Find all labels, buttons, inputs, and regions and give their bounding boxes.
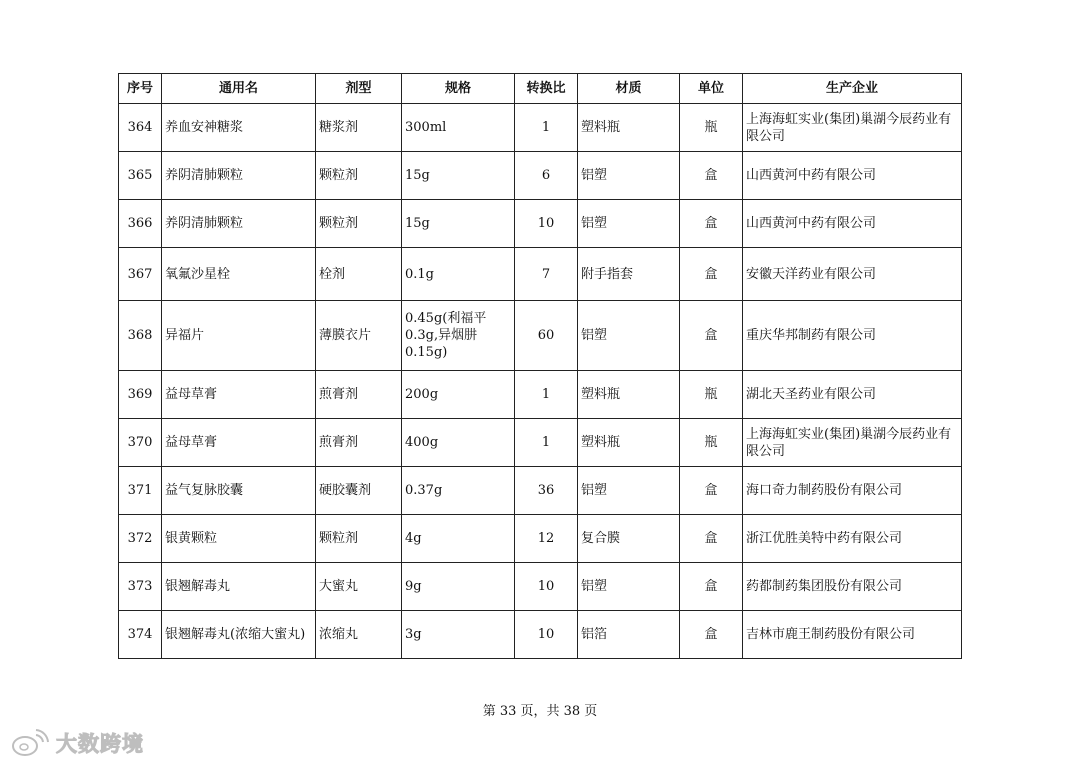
- cell-unit: 盒: [680, 563, 743, 611]
- cell-material: 塑料瓶: [578, 371, 680, 419]
- cell-specification: 15g: [402, 200, 515, 248]
- cell-conversion-ratio: 10: [515, 611, 578, 659]
- cell-manufacturer: 吉林市鹿王制药股份有限公司: [743, 611, 962, 659]
- cell-index: 365: [119, 152, 162, 200]
- cell-generic-name: 益母草膏: [162, 419, 316, 467]
- cell-index: 369: [119, 371, 162, 419]
- watermark-text: 大数跨境: [56, 732, 144, 756]
- cell-material: 铝塑: [578, 152, 680, 200]
- cell-material: 塑料瓶: [578, 104, 680, 152]
- cell-manufacturer: 浙江优胜美特中药有限公司: [743, 515, 962, 563]
- cell-unit: 盒: [680, 467, 743, 515]
- cell-dosage-form: 颗粒剂: [316, 152, 402, 200]
- header-material: 材质: [578, 74, 680, 104]
- cell-manufacturer: 药都制药集团股份有限公司: [743, 563, 962, 611]
- cell-generic-name: 养血安神糖浆: [162, 104, 316, 152]
- table-row: [119, 419, 962, 467]
- cell-generic-name: 益母草膏: [162, 371, 316, 419]
- cell-dosage-form: 颗粒剂: [316, 200, 402, 248]
- cell-manufacturer: 安徽天洋药业有限公司: [743, 248, 962, 301]
- cell-specification: 0.1g: [402, 248, 515, 301]
- cell-specification: 4g: [402, 515, 515, 563]
- header-specification: 规格: [402, 74, 515, 104]
- cell-specification: 0.37g: [402, 467, 515, 515]
- table-header-row: [119, 74, 962, 104]
- cell-conversion-ratio: 60: [515, 301, 578, 371]
- cell-conversion-ratio: 36: [515, 467, 578, 515]
- cell-index: 372: [119, 515, 162, 563]
- cell-conversion-ratio: 6: [515, 152, 578, 200]
- cell-unit: 瓶: [680, 104, 743, 152]
- drug-table: [118, 73, 962, 659]
- cell-unit: 瓶: [680, 419, 743, 467]
- cell-dosage-form: 硬胶囊剂: [316, 467, 402, 515]
- cell-specification: 0.45g(利福平0.3g,异烟肼0.15g): [402, 301, 515, 371]
- cell-specification: 15g: [402, 152, 515, 200]
- table-row: [119, 515, 962, 563]
- cell-generic-name: 氧氟沙星栓: [162, 248, 316, 301]
- cell-dosage-form: 大蜜丸: [316, 563, 402, 611]
- cell-index: 368: [119, 301, 162, 371]
- cell-material: 铝塑: [578, 563, 680, 611]
- cell-unit: 瓶: [680, 371, 743, 419]
- cell-material: 铝塑: [578, 200, 680, 248]
- cell-conversion-ratio: 1: [515, 371, 578, 419]
- cell-manufacturer: 上海海虹实业(集团)巢湖今辰药业有限公司: [743, 419, 962, 467]
- cell-specification: 9g: [402, 563, 515, 611]
- cell-conversion-ratio: 1: [515, 419, 578, 467]
- cell-unit: 盒: [680, 301, 743, 371]
- cell-material: 铝箔: [578, 611, 680, 659]
- table-body: [119, 104, 962, 659]
- table-row: [119, 301, 962, 371]
- cell-manufacturer: 上海海虹实业(集团)巢湖今辰药业有限公司: [743, 104, 962, 152]
- cell-conversion-ratio: 10: [515, 563, 578, 611]
- cell-manufacturer: 重庆华邦制药有限公司: [743, 301, 962, 371]
- cell-manufacturer: 海口奇力制药股份有限公司: [743, 467, 962, 515]
- cell-index: 371: [119, 467, 162, 515]
- cell-dosage-form: 糖浆剂: [316, 104, 402, 152]
- cell-index: 366: [119, 200, 162, 248]
- cell-generic-name: 养阴清肺颗粒: [162, 152, 316, 200]
- cell-material: 塑料瓶: [578, 419, 680, 467]
- header-dosage-form: 剂型: [316, 74, 402, 104]
- cell-conversion-ratio: 12: [515, 515, 578, 563]
- cell-specification: 300ml: [402, 104, 515, 152]
- header-index: 序号: [119, 74, 162, 104]
- cell-generic-name: 银黄颗粒: [162, 515, 316, 563]
- cell-index: 370: [119, 419, 162, 467]
- cell-generic-name: 异福片: [162, 301, 316, 371]
- table-row: [119, 467, 962, 515]
- cell-unit: 盒: [680, 152, 743, 200]
- cell-index: 364: [119, 104, 162, 152]
- table-row: [119, 248, 962, 301]
- page-number: 第 33 页，共 38 页: [482, 704, 598, 719]
- table-row: [119, 563, 962, 611]
- cell-manufacturer: 山西黄河中药有限公司: [743, 200, 962, 248]
- header-unit: 单位: [680, 74, 743, 104]
- cell-material: 铝塑: [578, 467, 680, 515]
- weibo-logo-icon: [10, 729, 50, 757]
- cell-conversion-ratio: 1: [515, 104, 578, 152]
- table-row: [119, 611, 962, 659]
- cell-manufacturer: 湖北天圣药业有限公司: [743, 371, 962, 419]
- header-generic-name: 通用名: [162, 74, 316, 104]
- cell-material: 附手指套: [578, 248, 680, 301]
- cell-conversion-ratio: 10: [515, 200, 578, 248]
- table-row: [119, 152, 962, 200]
- cell-dosage-form: 煎膏剂: [316, 419, 402, 467]
- cell-generic-name: 银翘解毒丸(浓缩大蜜丸): [162, 611, 316, 659]
- cell-unit: 盒: [680, 200, 743, 248]
- cell-generic-name: 银翘解毒丸: [162, 563, 316, 611]
- cell-manufacturer: 山西黄河中药有限公司: [743, 152, 962, 200]
- cell-material: 复合膜: [578, 515, 680, 563]
- cell-dosage-form: 颗粒剂: [316, 515, 402, 563]
- cell-unit: 盒: [680, 611, 743, 659]
- header-conversion-ratio: 转换比: [515, 74, 578, 104]
- cell-index: 373: [119, 563, 162, 611]
- cell-unit: 盒: [680, 515, 743, 563]
- cell-specification: 3g: [402, 611, 515, 659]
- cell-generic-name: 益气复脉胶囊: [162, 467, 316, 515]
- table-row: [119, 371, 962, 419]
- cell-index: 374: [119, 611, 162, 659]
- cell-conversion-ratio: 7: [515, 248, 578, 301]
- cell-dosage-form: 浓缩丸: [316, 611, 402, 659]
- cell-unit: 盒: [680, 248, 743, 301]
- watermark: [10, 728, 144, 758]
- cell-dosage-form: 栓剂: [316, 248, 402, 301]
- cell-dosage-form: 煎膏剂: [316, 371, 402, 419]
- table-row: [119, 200, 962, 248]
- cell-dosage-form: 薄膜衣片: [316, 301, 402, 371]
- header-manufacturer: 生产企业: [743, 74, 962, 104]
- cell-generic-name: 养阴清肺颗粒: [162, 200, 316, 248]
- cell-specification: 200g: [402, 371, 515, 419]
- cell-index: 367: [119, 248, 162, 301]
- cell-specification: 400g: [402, 419, 515, 467]
- table-row: [119, 104, 962, 152]
- cell-material: 铝塑: [578, 301, 680, 371]
